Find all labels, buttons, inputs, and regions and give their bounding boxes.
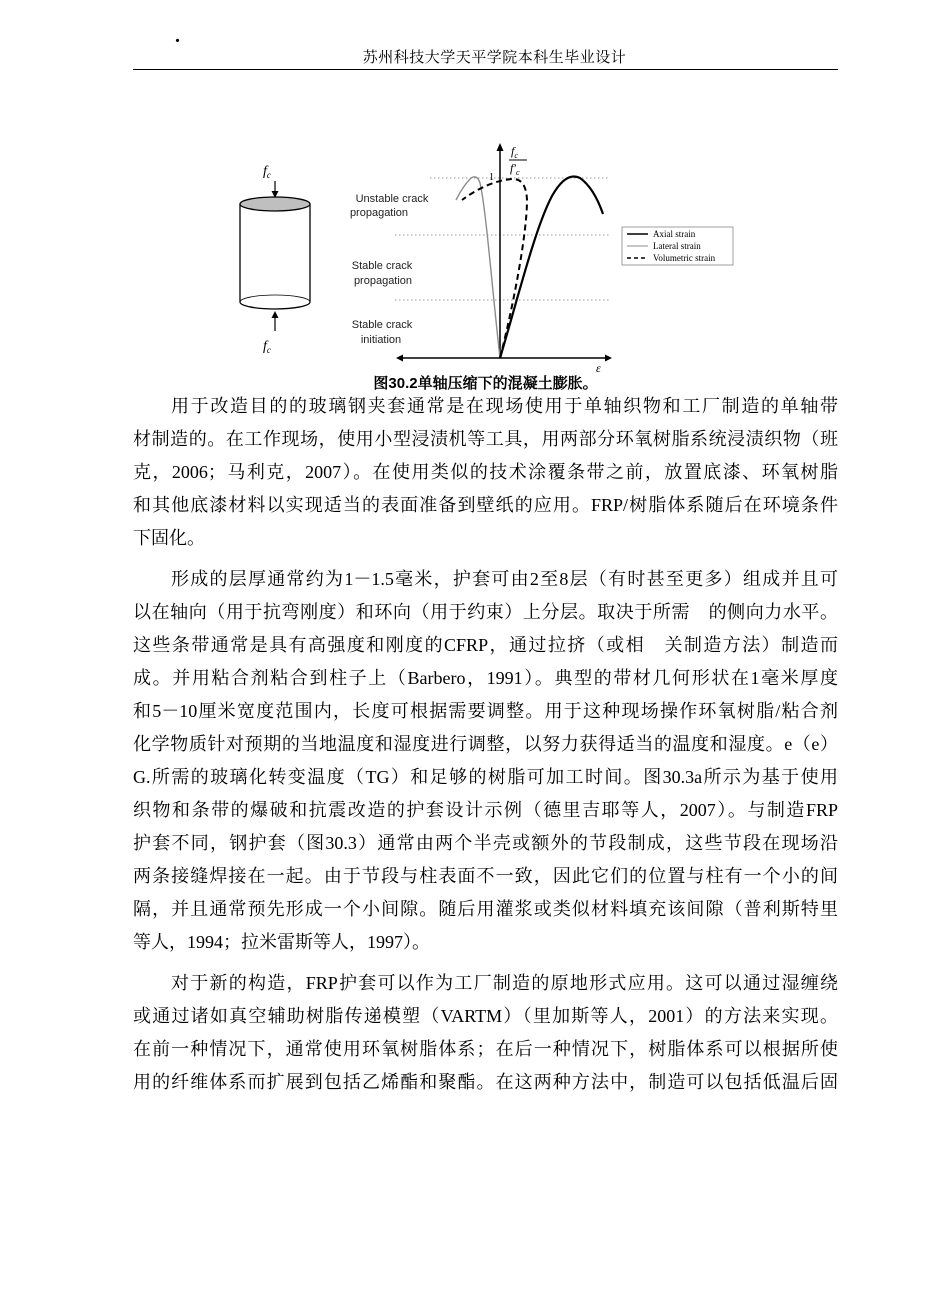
zone-stable-initiation-line2: initiation <box>360 334 402 346</box>
top-force-subscript: c <box>266 170 271 180</box>
y-axis-numerator <box>511 144 518 160</box>
x-axis-left-arrowhead <box>396 355 403 362</box>
volumetric-strain-curve <box>462 179 527 358</box>
body-line: 或通过诸如真空辅助树脂传递模塑（VARTM）（里加斯等人，2001）的方法来实现。 <box>133 1006 838 1026</box>
header-divider <box>133 69 838 70</box>
body-line: 这些条带通常是具有高强度和刚度的CFRP，通过拉挤（或相 关制造方法）制造而 <box>133 635 838 655</box>
zone-stable-propagation-line2: propagation <box>353 275 413 287</box>
body-line: 护套不同，钢护套（图30.3）通常由两个半壳或额外的节段制成，这些节段在现场沿 <box>133 833 838 853</box>
cylinder-specimen <box>240 197 310 309</box>
body-line: 织物和条带的爆破和抗震改造的护套设计示例（德里吉耶等人，2007）。与制造FRP <box>133 800 838 820</box>
body-line: 在前一种情况下，通常使用环氧树脂体系；在后一种情况下，树脂体系可以根据所使 <box>133 1039 838 1059</box>
header-mark: . <box>175 25 180 47</box>
body-line: 克，2006；马利克，2007）。在使用类似的技术涂覆条带之前，放置底漆、环氧树脂 <box>133 462 838 482</box>
y-axis-denominator-symbol: f′ <box>510 161 516 175</box>
y-axis-numerator-subscript: c <box>514 151 518 160</box>
zone-unstable-propagation-line1: Unstable crack <box>355 193 429 205</box>
cylinder-top-face <box>240 197 310 211</box>
x-axis-label: ε <box>596 361 601 374</box>
legend-volumetric-label: Volumetric strain <box>653 253 716 263</box>
y-axis-numerator-symbol: f <box>511 144 515 158</box>
body-line: 等人，1994；拉米雷斯等人，1997）。 <box>133 932 430 952</box>
bottom-force-arrowhead <box>272 311 279 318</box>
paragraph <box>133 563 838 959</box>
bottom-force-label <box>263 339 271 355</box>
zone-stable-initiation-line1: Stable crack <box>351 319 413 331</box>
x-axis-right-arrowhead <box>605 355 612 362</box>
legend <box>622 227 733 265</box>
y-axis-tick-label: 1 <box>489 172 494 183</box>
axial-strain-curve <box>500 176 603 358</box>
top-force-arrow <box>272 181 279 198</box>
zone-unstable-propagation-line2: propagation <box>349 207 409 219</box>
y-axis-arrowhead <box>497 143 504 151</box>
body-line: 和其他底漆材料以实现适当的表面准备到壁纸的应用。FRP/树脂体系随后在环境条件 <box>133 495 838 515</box>
cylinder-bottom-back-edge <box>240 295 310 302</box>
body-line: 用于改造目的的玻璃钢夹套通常是在现场使用于单轴织物和工厂制造的单轴带 <box>171 396 838 416</box>
body-line: 以在轴向（用于抗弯刚度）和环向（用于约束）上分层。取决于所需 的侧向力水平。 <box>133 602 838 622</box>
zone-stable-propagation-line1: Stable crack <box>351 260 413 272</box>
body-line: 对于新的构造，FRP护套可以作为工厂制造的原地形式应用。这可以通过湿缠绕 <box>171 973 838 993</box>
figure-caption: 图30.2单轴压缩下的混凝土膨胀。 <box>373 375 598 392</box>
x-axis <box>396 355 612 362</box>
cylinder-bottom-front-edge <box>240 302 310 309</box>
body-line: 成。并用粘合剂粘合到柱子上（Barbero，1991）。典型的带材几何形状在1毫米厚度 <box>133 668 838 688</box>
body-line: G.所需的玻璃化转变温度（TG）和足够的树脂可加工时间。图30.3a所示为基于使用 <box>133 767 838 787</box>
top-force-symbol: f <box>263 164 267 179</box>
body-line: 和5－10厘米宽度范围内，长度可根据需要调整。用于这种现场操作环氧树脂/粘合剂 <box>133 701 838 721</box>
page-header-title: 苏州科技大学天平学院本科生毕业设计 <box>362 50 627 66</box>
body-line: 下固化。 <box>133 528 205 548</box>
paragraph <box>133 967 838 1099</box>
y-axis-denominator <box>510 161 520 177</box>
body-line: 材制造的。在工作现场，使用小型浸渍机等工具，用两部分环氧树脂系统浸渍织物（班 <box>133 429 838 449</box>
top-force-label <box>263 164 271 180</box>
paragraph <box>133 390 838 555</box>
y-axis-denominator-subscript: c <box>515 168 520 177</box>
body-text <box>133 390 838 1099</box>
bottom-force-arrow <box>272 311 279 331</box>
lateral-strain-curve <box>456 177 500 358</box>
bottom-force-symbol: f <box>263 339 267 354</box>
body-line: 形成的层厚通常约为1－1.5毫米，护套可由2至8层（有时甚至更多）组成并且可 <box>171 569 838 589</box>
y-axis <box>497 143 504 358</box>
concrete-dilation-figure <box>230 138 740 374</box>
body-line: 化学物质针对预期的当地温度和湿度进行调整，以努力获得适当的温度和湿度。e（e） <box>133 734 838 754</box>
legend-axial-label: Axial strain <box>653 229 696 239</box>
legend-lateral-label: Lateral strain <box>653 241 701 251</box>
body-line: 隔，并且通常预先形成一个小间隙。随后用灌浆或类似材料填充该间隙（普利斯特里 <box>133 899 838 919</box>
body-line: 两条接缝焊接在一起。由于节段与柱表面不一致，因此它们的位置与柱有一个小的间 <box>133 866 838 886</box>
body-line: 用的纤维体系而扩展到包括乙烯酯和聚酯。在这两种方法中，制造可以包括低温后固 <box>133 1072 838 1092</box>
bottom-force-subscript: c <box>266 345 271 355</box>
